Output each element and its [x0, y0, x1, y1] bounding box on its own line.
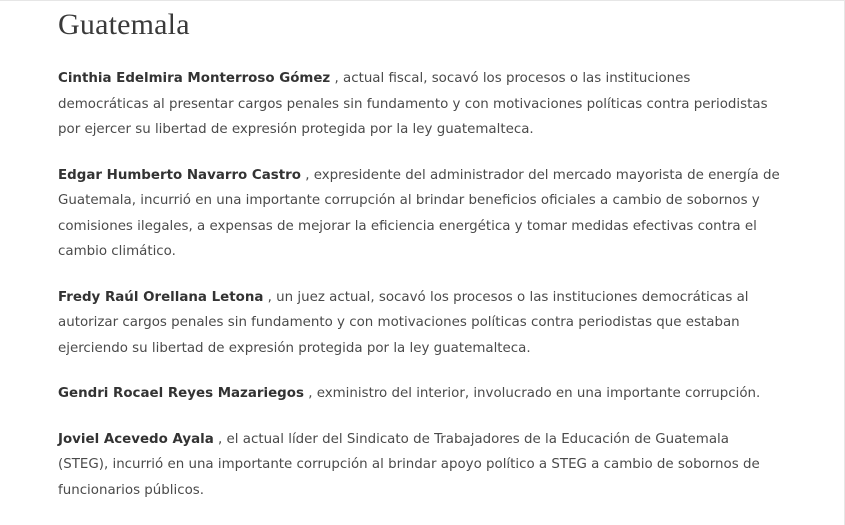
section-heading: Guatemala — [58, 8, 190, 41]
person-name: Joviel Acevedo Ayala — [58, 431, 214, 447]
person-description: , un juez actual, socavó los procesos o las instituciones democráticas al autorizar cargos penales sin fundamento y con motivaciones políticas contra periodistas que estaban ejerciendo su libertad de expresión protegida por la ley guatemalteca. — [58, 289, 749, 356]
person-name: Cinthia Edelmira Monterroso Gómez — [58, 71, 331, 86]
entries-list — [58, 66, 783, 523]
person-name: Edgar Humberto Navarro Castro — [58, 167, 301, 183]
person-description: , actual fiscal, socavó los procesos o las instituciones democráticas al presentar cargos penales sin fundamento y con motivaciones políticas contra periodistas por ejercer su libertad de expresión protegida por la ley guatemalteca. — [58, 71, 768, 137]
list-item — [58, 66, 783, 143]
list-item — [58, 285, 783, 362]
person-description: , expresidente del administrador del mercado mayorista de energía de Guatemala, incurrió en una importante corrupción al brindar beneficios oficiales a cambio de sobornos y comisiones ilegales, a expensas de mejorar la eficiencia energética y tomar medidas efectivas contra el cambio climático. — [58, 167, 780, 259]
list-item — [58, 427, 783, 504]
person-name: Gendri Rocael Reyes Mazariegos — [58, 386, 304, 401]
list-item — [58, 163, 783, 265]
list-item — [58, 381, 783, 407]
person-name: Fredy Raúl Orellana Letona — [58, 289, 264, 305]
person-description: , el actual líder del Sindicato de Trabajadores de la Educación de Guatemala (STEG), incurrió en una importante corrupción al brindar apoyo político a STEG a cambio de sobornos de funcionarios públicos. — [58, 431, 760, 498]
person-description: , exministro del interior, involucrado en una importante corrupción. — [303, 386, 761, 401]
